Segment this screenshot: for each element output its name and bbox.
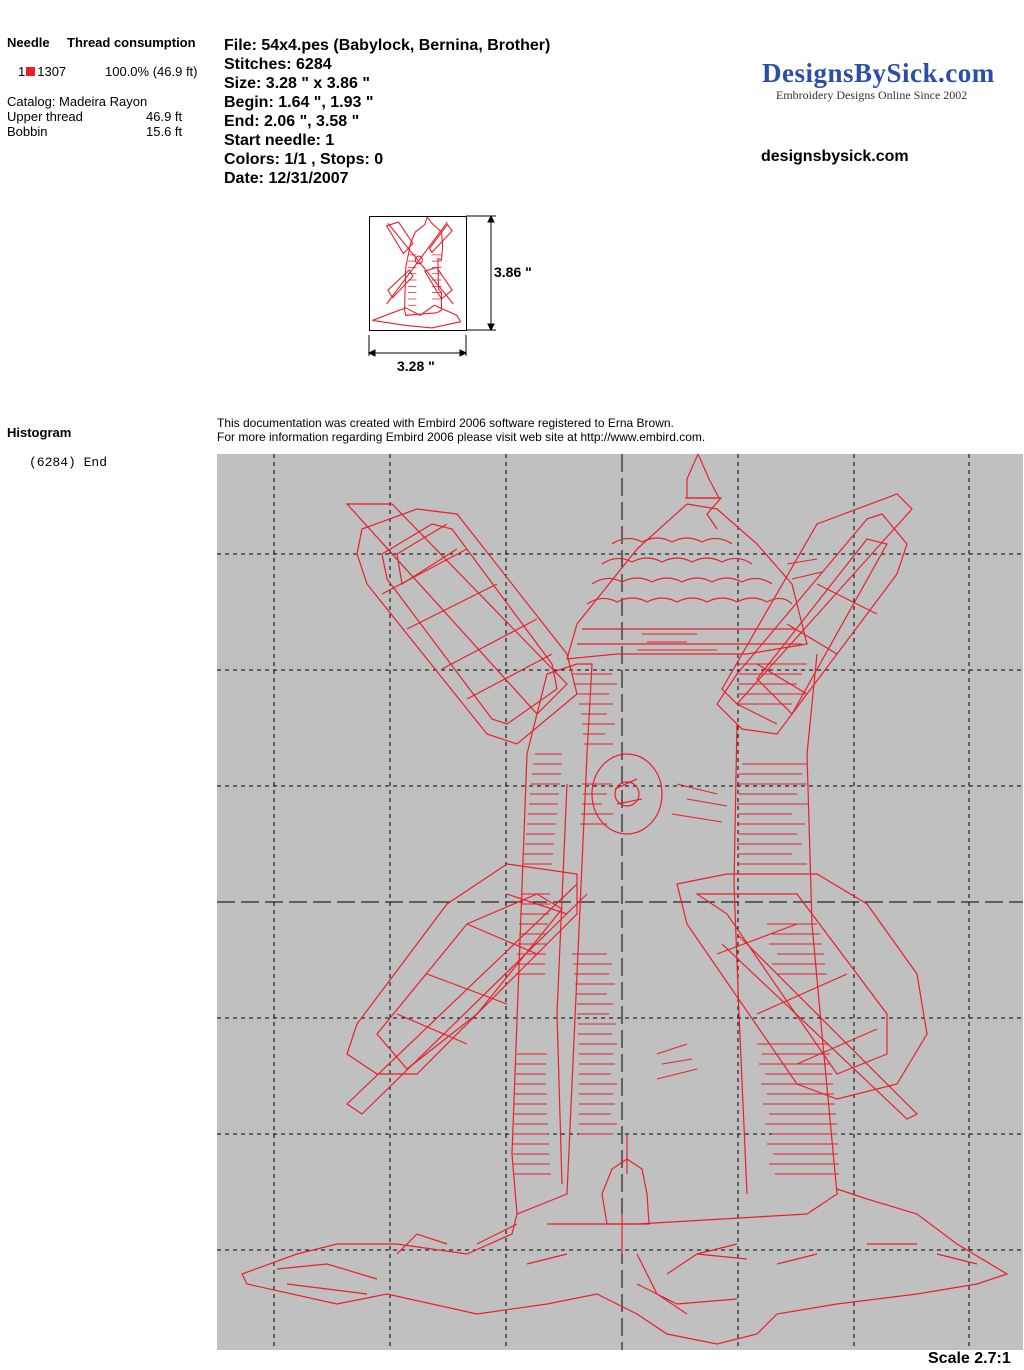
design-size: Size: 3.28 " x 3.86 " [224, 75, 370, 92]
site-url[interactable]: designsbysick.com [761, 148, 909, 165]
needle-header: Needle [7, 35, 50, 50]
file-date: Date: 12/31/2007 [224, 170, 349, 187]
stitch-preview [217, 454, 1023, 1350]
catalog-label: Catalog: Madeira Rayon [7, 94, 148, 109]
begin-position: Begin: 1.64 ", 1.93 " [224, 94, 374, 111]
histogram-entry: (6284) End [29, 455, 108, 470]
brand-logo: DesignsBySick.com [762, 58, 995, 88]
stitch-count: Stitches: 6284 [224, 56, 332, 73]
histogram-title: Histogram [7, 425, 72, 440]
thread-row [18, 64, 66, 79]
file-name: File: 54x4.pes (Babylock, Bernina, Brother) [224, 37, 551, 54]
scale-label: Scale 2.7:1 [928, 1350, 1011, 1367]
windmill-design [242, 454, 1007, 1344]
bobbin-label: Bobbin [7, 124, 48, 139]
thread-percent: 100.0% (46.9 ft) [105, 64, 198, 79]
start-needle: Start needle: 1 [224, 132, 335, 149]
end-position: End: 2.06 ", 3.58 " [224, 113, 360, 130]
bobbin-value: 15.6 ft [146, 124, 183, 139]
website-note: For more information regarding Embird 2006 please visit web site at http://www.embird.com. [217, 430, 706, 444]
upper-thread-label: Upper thread [7, 109, 83, 124]
software-note: This documentation was created with Embird 2006 software registered to Erna Brown. [217, 416, 674, 430]
upper-thread-value: 46.9 ft [146, 109, 183, 124]
needle-number: 1 [18, 64, 26, 79]
thread-color-swatch [26, 67, 35, 76]
thumbnail-width-label: 3.28 " [397, 358, 435, 374]
colors-stops: Colors: 1/1 , Stops: 0 [224, 151, 384, 168]
stitch-preview-svg [217, 454, 1023, 1350]
file-info [224, 36, 550, 188]
dimension-lines [360, 210, 560, 380]
thumbnail-height-label: 3.86 " [494, 264, 532, 280]
thread-consumption-header: Thread consumption [67, 35, 196, 50]
brand-tagline: Embroidery Designs Online Since 2002 [776, 88, 968, 102]
center-lines [217, 454, 1023, 1350]
thread-code: 1307 [37, 64, 67, 79]
